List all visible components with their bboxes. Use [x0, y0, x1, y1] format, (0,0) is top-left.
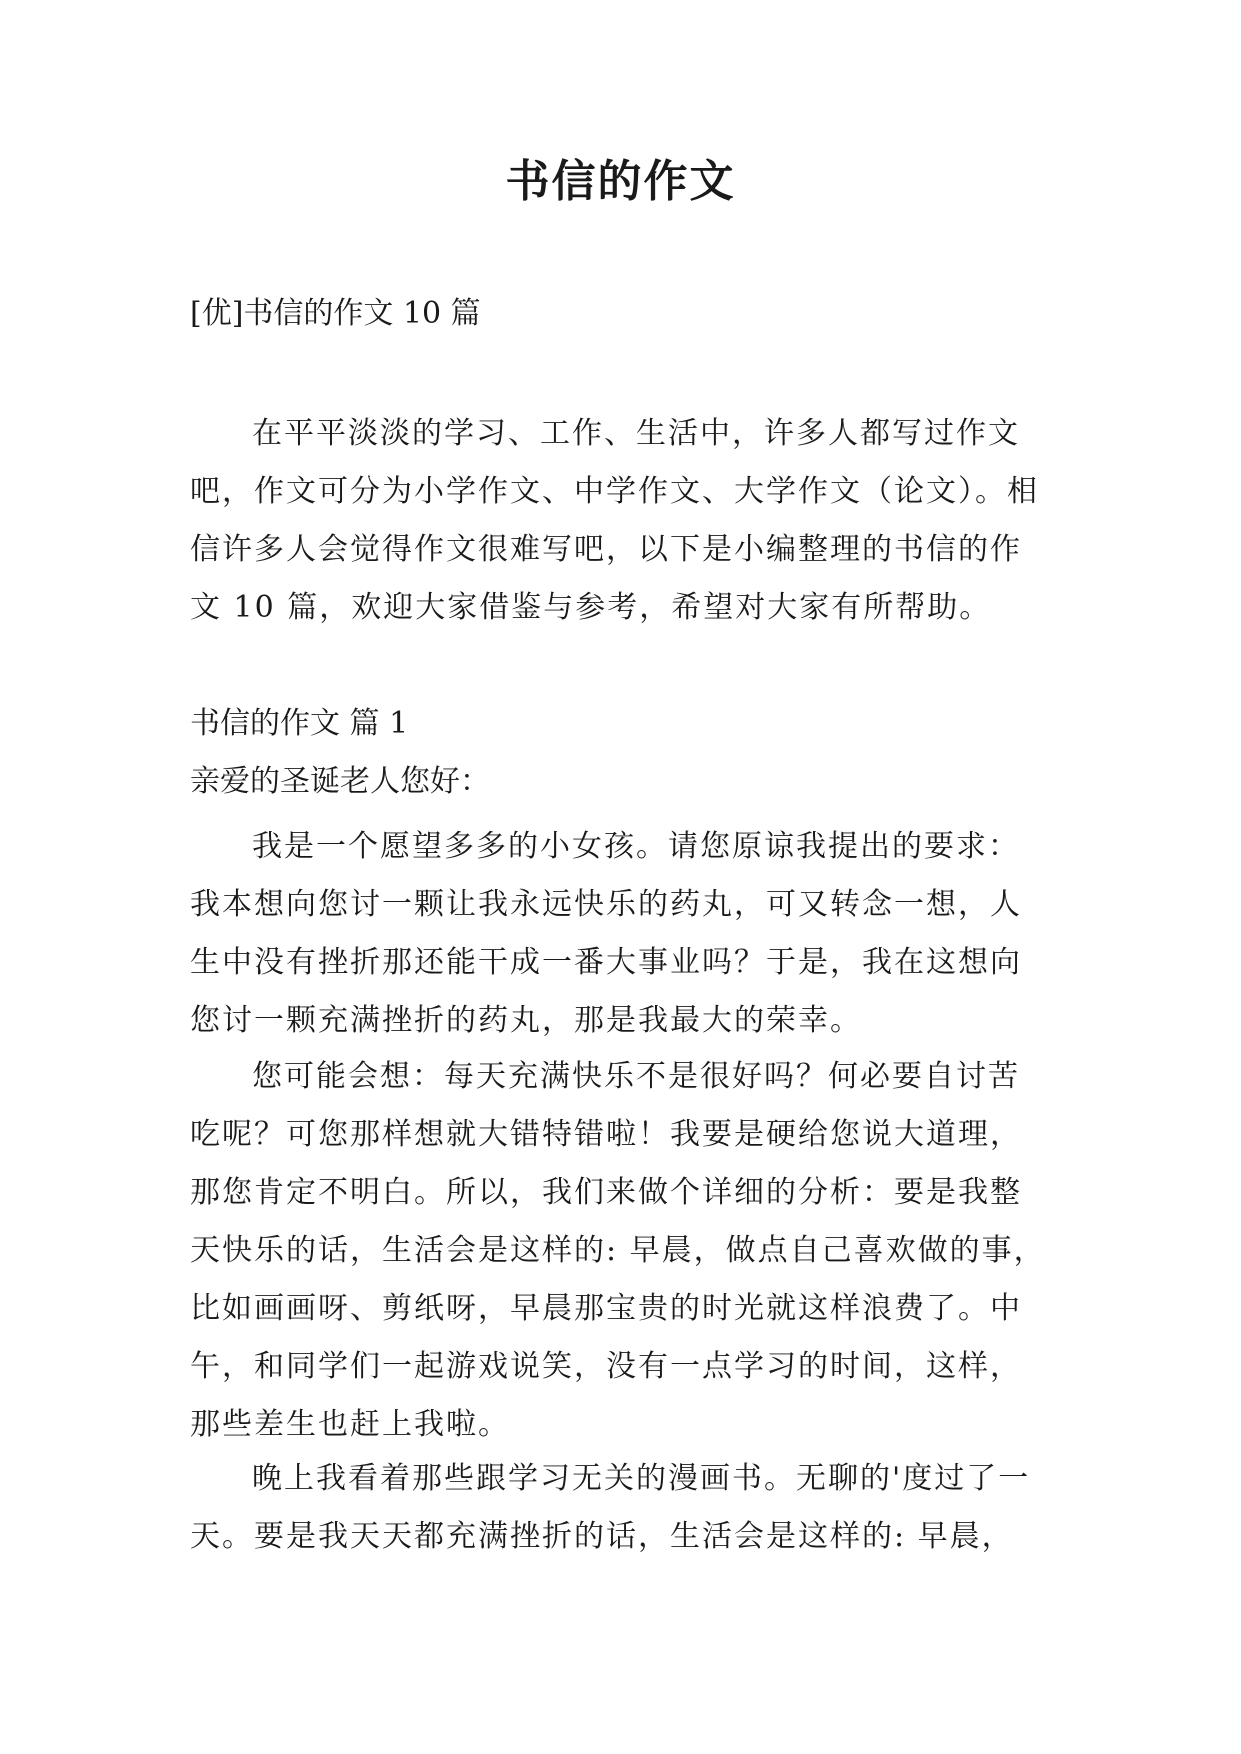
paragraph-text: 您可能会想：每天充满快乐不是很好吗？何必要自讨苦吃呢？可您那样想就大错特错啦！我要是硬给您说大道理，那您肯定不明白。所以，我们来做个详细的分析：要是我整天快乐的话，生活会是这样的: 早晨，做点自己喜欢做的事，比如画画呀、剪纸呀，早晨那宝贵的时光就这样浪费了。中午，和同学们一起游戏说笑，没有一点学习的时间，这样，那些差生也赶上我啦。	[190, 1059, 1046, 1442]
paragraph-text: 我是一个愿望多多的小女孩。请您原谅我提出的要求：我本想向您讨一颗让我永远快乐的药丸，可又转念一想，人生中没有挫折那还能干成一番大事业吗？于是，我在这想向您讨一颗充满挫折的药丸，那是我最大的荣幸。	[190, 829, 1022, 1038]
intro-text: 在平平淡淡的学习、工作、生活中，许多人都写过作文吧，作文可分为小学作文、中学作文、大学作文（论文）。相信许多人会觉得作文很难写吧，以下是小编整理的书信的作文 10 篇，欢迎大家借鉴与参考，希望对大家有所帮助。	[190, 416, 1039, 625]
letter-paragraph-3	[190, 1450, 1050, 1566]
section-heading: 书信的作文 篇 1	[190, 706, 409, 741]
letter-greeting: 亲爱的圣诞老人您好：	[190, 764, 490, 799]
document-subtitle: [优]书信的作文 10 篇	[190, 296, 481, 331]
letter-paragraph-2	[190, 1048, 1050, 1454]
paragraph-text: 晚上我看着那些跟学习无关的漫画书。无聊的'度过了一天。要是我天天都充满挫折的话，生活会是这样的: 早晨，	[190, 1461, 1031, 1554]
intro-paragraph	[190, 405, 1050, 637]
letter-paragraph-1	[190, 818, 1050, 1050]
document-title: 书信的作文	[505, 156, 736, 207]
